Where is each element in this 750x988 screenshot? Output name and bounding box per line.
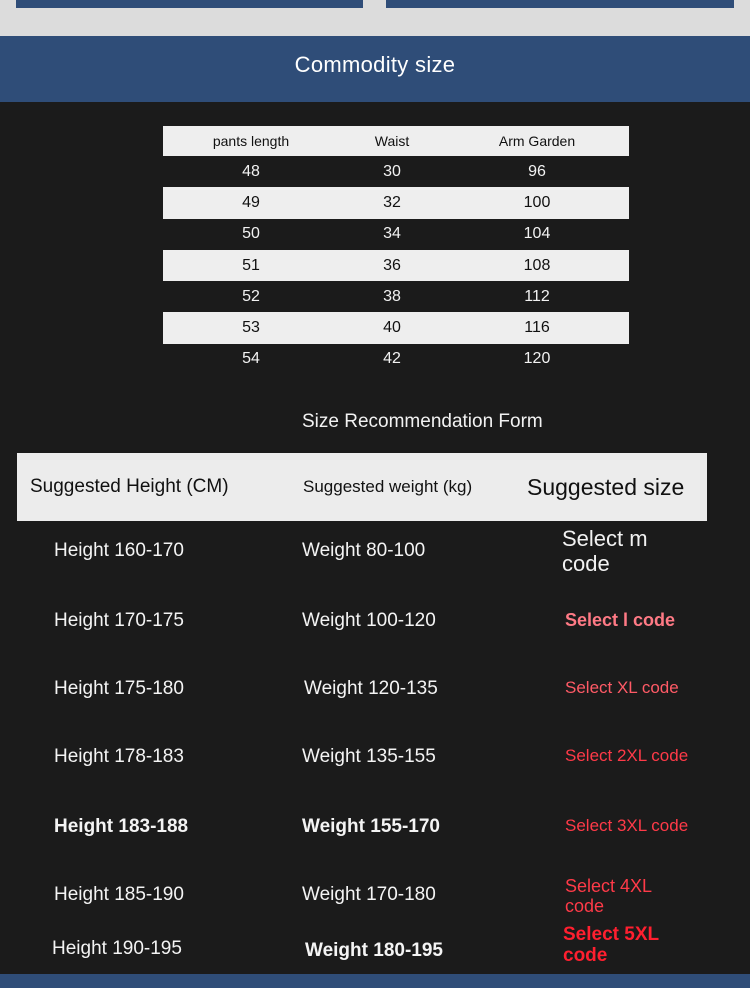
top-bar-right bbox=[386, 0, 734, 8]
waist-cell: 34 bbox=[383, 225, 401, 243]
height-range: Height 183-188 bbox=[54, 816, 189, 837]
weight-range: Weight 155-170 bbox=[302, 816, 440, 837]
top-bar-left bbox=[16, 0, 363, 8]
pants-length-cell: 53 bbox=[242, 319, 260, 337]
size-recommendation: Select 4XL code bbox=[565, 876, 652, 916]
table-row bbox=[163, 219, 629, 250]
page-title: Commodity size bbox=[294, 52, 456, 77]
arm-garden-cell: 100 bbox=[523, 193, 551, 211]
recommendation-header bbox=[17, 453, 707, 521]
commodity-size-table bbox=[163, 126, 629, 375]
weight-range: Weight 170-180 bbox=[302, 884, 436, 905]
pants-length-cell: 51 bbox=[242, 256, 260, 274]
header-waist: Waist bbox=[374, 133, 410, 149]
arm-garden-cell: 108 bbox=[523, 256, 551, 274]
weight-range: Weight 100-120 bbox=[302, 610, 436, 631]
table-row bbox=[163, 344, 629, 375]
waist-cell: 30 bbox=[383, 162, 401, 180]
height-range: Height 178-183 bbox=[54, 746, 184, 767]
header-banner bbox=[0, 36, 750, 102]
arm-garden-cell: 96 bbox=[528, 162, 546, 180]
recommendation-row bbox=[0, 610, 750, 670]
arm-garden-cell: 104 bbox=[523, 225, 551, 243]
height-range: Height 160-170 bbox=[54, 540, 184, 561]
waist-cell: 42 bbox=[383, 350, 401, 368]
weight-range: Weight 180-195 bbox=[305, 940, 443, 961]
table-row bbox=[163, 281, 629, 312]
size-recommendation: Select XL code bbox=[565, 678, 679, 697]
size-recommendation: Select m code bbox=[562, 526, 648, 576]
recommendation-row bbox=[0, 816, 750, 876]
size-recommendation: Select 2XL code bbox=[565, 746, 689, 765]
arm-garden-cell: 116 bbox=[524, 319, 550, 337]
header-suggested-size: Suggested size bbox=[527, 474, 685, 500]
waist-cell: 36 bbox=[383, 256, 401, 274]
table-row bbox=[163, 156, 629, 187]
header-suggested-height: Suggested Height (CM) bbox=[30, 476, 229, 497]
pants-length-cell: 49 bbox=[242, 193, 260, 211]
height-range: Height 170-175 bbox=[54, 610, 184, 631]
waist-cell: 38 bbox=[383, 287, 401, 305]
header-arm-garden: Arm Garden bbox=[498, 133, 576, 149]
weight-range: Weight 80-100 bbox=[302, 540, 426, 561]
height-range: Height 185-190 bbox=[54, 884, 184, 905]
recommendation-row bbox=[0, 678, 750, 738]
height-range: Height 190-195 bbox=[52, 938, 182, 959]
height-range: Height 175-180 bbox=[54, 678, 184, 699]
size-recommendation: Select 5XL code bbox=[563, 924, 659, 966]
table-row bbox=[163, 250, 629, 281]
table-row bbox=[163, 187, 629, 218]
pants-length-cell: 50 bbox=[242, 225, 260, 243]
header-pants-length: pants length bbox=[212, 133, 290, 149]
size-table-header bbox=[163, 126, 629, 156]
pants-length-cell: 54 bbox=[242, 350, 260, 368]
pants-length-cell: 52 bbox=[242, 287, 260, 305]
recommendation-row bbox=[0, 746, 750, 806]
recommendation-title: Size Recommendation Form bbox=[302, 411, 543, 432]
size-recommendation: Select l code bbox=[565, 610, 676, 630]
top-strip bbox=[0, 0, 750, 36]
recommendation-row bbox=[0, 526, 750, 600]
weight-range: Weight 120-135 bbox=[304, 678, 438, 699]
waist-cell: 40 bbox=[383, 319, 401, 337]
pants-length-cell: 48 bbox=[242, 162, 260, 180]
bottom-bar bbox=[0, 974, 750, 988]
waist-cell: 32 bbox=[383, 193, 401, 211]
weight-range: Weight 135-155 bbox=[302, 746, 436, 767]
recommendation-row bbox=[0, 924, 750, 974]
arm-garden-cell: 120 bbox=[523, 350, 551, 368]
arm-garden-cell: 112 bbox=[524, 287, 550, 305]
header-suggested-weight: Suggested weight (kg) bbox=[303, 477, 473, 496]
table-row bbox=[163, 312, 629, 343]
size-recommendation: Select 3XL code bbox=[565, 816, 689, 835]
